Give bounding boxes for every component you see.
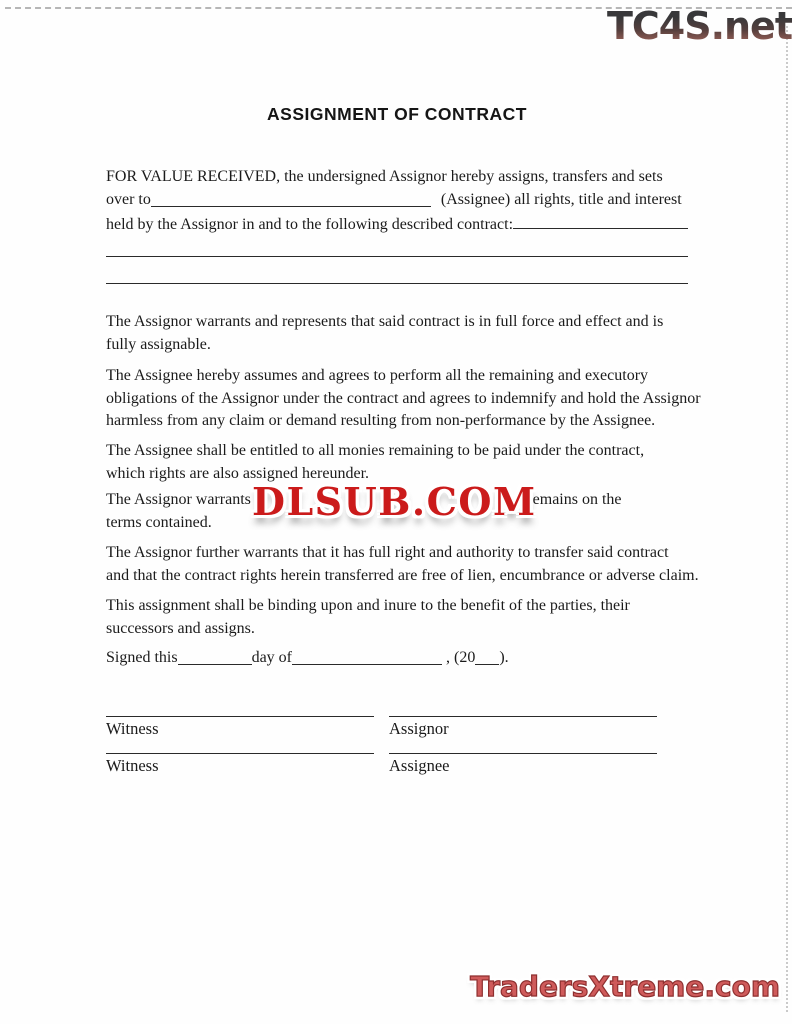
paragraph-monies-line-2: which rights are also assigned hereunder. <box>106 464 370 482</box>
contract-description-line-1[interactable] <box>106 256 688 257</box>
watermark-dlsub: DLSUB.COM <box>252 479 537 524</box>
paragraph-warrants <box>106 311 706 356</box>
witness2-label: Witness <box>106 756 159 775</box>
intro-line-3-pre: held by the Assignor in and to the following described contract: <box>106 216 514 233</box>
intro-line-2-post: (Assignee) all rights, title and interest <box>440 190 682 208</box>
contract-description-line-2[interactable] <box>106 283 688 284</box>
assignee-cell <box>389 753 657 777</box>
paragraph-further-warrants-line-1: The Assignor further warrants that it has full right and authority to transfer said contract <box>106 544 669 561</box>
witness2-cell <box>106 753 374 777</box>
assignor-cell <box>389 716 657 740</box>
intro-line-1: FOR VALUE RECEIVED, the undersigned Assignor hereby assigns, transfers and sets <box>106 168 663 185</box>
paragraph-assignee-assumes-line-2: obligations of the Assignor under the contract and agrees to indemnify and hold the Assignor <box>106 389 701 407</box>
signed-day-field[interactable] <box>178 650 252 665</box>
signed-paren-close: ). <box>499 649 509 666</box>
assignee-name-field[interactable] <box>151 192 431 207</box>
watermark-tc4s: TC4S.net <box>606 4 792 48</box>
intro-paragraph <box>106 166 706 237</box>
signed-pre: Signed this <box>106 649 178 666</box>
paragraph-warrants-line-1: The Assignor warrants and represents that said contract is in full force and effect and is <box>106 313 664 330</box>
witness1-label: Witness <box>106 719 159 738</box>
paragraph-binding <box>106 595 706 640</box>
witness1-cell <box>106 716 374 740</box>
signed-paren-open: , (20 <box>446 649 476 666</box>
paragraph-warrants-line-2: fully assignable. <box>106 335 211 353</box>
paragraph-obscured-line-1-left: The Assignor warrants t <box>106 491 260 508</box>
watermark-tradersxtreme: TradersXtreme.com <box>470 970 780 1003</box>
assignor-label: Assignor <box>389 719 449 738</box>
contract-description-field-inline[interactable] <box>513 214 688 229</box>
paragraph-obscured-line-1-right: remains on the <box>527 491 622 508</box>
intro-line-2-pre: over to <box>106 190 151 208</box>
paragraph-binding-line-2: successors and assigns. <box>106 619 255 637</box>
signature-area <box>106 700 688 777</box>
paragraph-obscured-line-2: terms contained. <box>106 513 212 531</box>
signed-month-field[interactable] <box>292 650 442 665</box>
paragraph-assignee-assumes <box>106 365 706 433</box>
signed-mid: day of <box>251 649 292 666</box>
paragraph-assignee-assumes-line-1: The Assignee hereby assumes and agrees to perform all the remaining and executory <box>106 367 649 384</box>
assignee-label: Assignee <box>389 756 450 775</box>
paragraph-further-warrants-line-2: and that the contract rights herein transferred are free of lien, encumbrance or adverse claim. <box>106 566 699 584</box>
paragraph-binding-line-1: This assignment shall be binding upon and inure to the benefit of the parties, their <box>106 597 630 614</box>
signed-line <box>106 647 706 670</box>
paragraph-further-warrants <box>106 542 706 587</box>
intro-line-3 <box>106 214 688 237</box>
paragraph-assignee-assumes-line-3: harmless from any claim or demand resulting from non-performance by the Assignee. <box>106 412 656 429</box>
paragraph-monies-line-1: The Assignee shall be entitled to all monies remaining to be paid under the contract, <box>106 442 645 459</box>
scan-edge-right <box>786 26 788 1012</box>
intro-line-2 <box>106 189 706 212</box>
signed-year-field[interactable] <box>475 650 499 665</box>
page-title: ASSIGNMENT OF CONTRACT <box>267 104 527 124</box>
